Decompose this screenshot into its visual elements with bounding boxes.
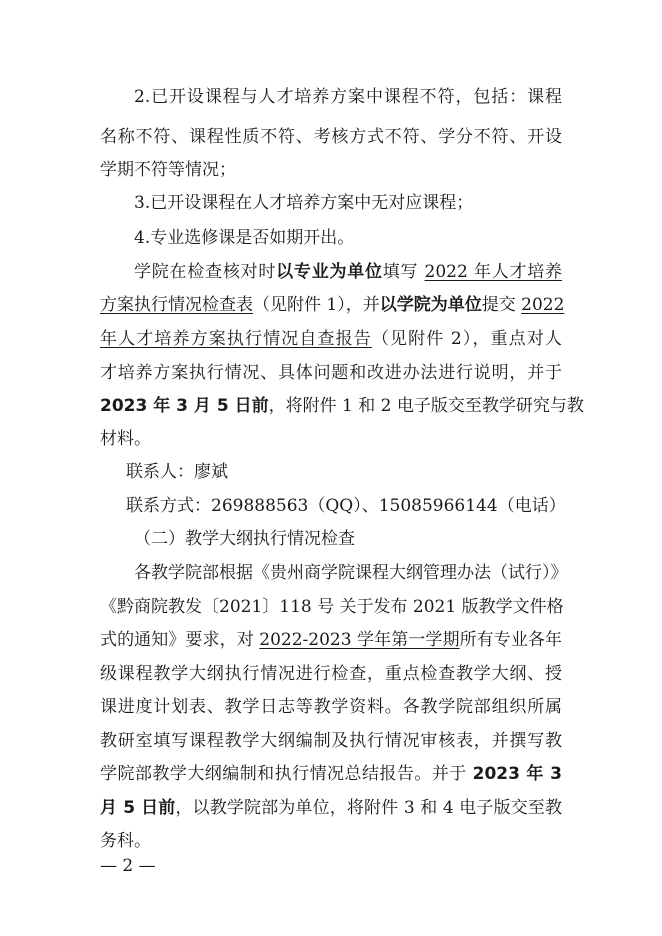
- item-2-line-1: 2.已开设课程与人才培养方案中课程不符，包括：课程: [134, 87, 562, 107]
- underlined-text: 方案执行情况检查表: [100, 295, 253, 315]
- underlined-text: 2022: [521, 295, 565, 315]
- section-2-heading: （二）教学大纲执行情况检查: [134, 529, 355, 549]
- underlined-text: 2022 年人才培养: [424, 262, 563, 282]
- para1-line-1: [134, 261, 562, 283]
- bold-text: 2023 年 3 月 5 日前: [100, 396, 269, 416]
- para1-line-3: [100, 328, 562, 350]
- page-number: — 2 —: [100, 856, 156, 876]
- section-2-line-4: 级课程教学大纲执行情况进行检查，重点检查教学大纲、授: [100, 664, 562, 684]
- item-3: 3.已开设课程在人才培养方案中无对应课程；: [134, 193, 474, 213]
- bold-text: 以专业为单位: [276, 262, 383, 282]
- section-2-line-2: 《黔商院教发〔2021〕118 号 关于发布 2021 版教学文件格: [100, 597, 564, 617]
- text: 所有专业各年: [459, 630, 563, 650]
- text: （见附件 2），重点对人: [371, 329, 562, 349]
- text: （见附件 1），并: [253, 295, 380, 315]
- section-2-line-8: [100, 797, 562, 819]
- contact-person: 联系人：廖斌: [126, 462, 228, 482]
- text: ，以教学院部为单位，将附件 3 和 4 电子版交至教: [175, 798, 563, 818]
- text: ，将附件 1 和 2 电子版交至教学研究与教: [268, 396, 584, 416]
- item-2-line-3: 学期不符等情况；: [100, 160, 236, 180]
- section-2-line-1: 各教学院部根据《贵州商学院课程大纲管理办法（试行）》: [134, 563, 568, 583]
- underlined-text: 年人才培养方案执行情况自查报告: [100, 329, 372, 349]
- bold-text: 2023 年 3: [472, 764, 563, 784]
- section-2-line-9: 务科。: [100, 831, 151, 851]
- bold-text: 月 5 日前: [100, 798, 176, 818]
- para1-line-4: 才培养方案执行情况、具体问题和改进办法进行说明，并于: [100, 363, 562, 383]
- text: 填写: [382, 262, 419, 282]
- section-2-line-6: 教研室填写课程教学大纲编制及执行情况审核表，并撰写教: [100, 731, 562, 751]
- bold-text: 以学院为单位: [379, 295, 482, 315]
- text: 提交: [481, 295, 516, 315]
- text: 学院在检查核对时: [134, 262, 277, 282]
- item-4: 4.专业选修课是否如期开出。: [134, 228, 355, 248]
- item-2-line-2: 名称不符、课程性质不符、考核方式不符、学分不符、开设: [100, 127, 562, 147]
- section-2-line-7: [100, 763, 562, 785]
- underlined-text: 2022-2023 学年第一学期: [259, 630, 460, 650]
- text: 式的通知》要求，对: [100, 630, 254, 650]
- para1-line-2: [100, 294, 565, 316]
- para1-line-5: [100, 395, 584, 417]
- text: 学院部教学大纲编制和执行情况总结报告。并于: [100, 764, 467, 784]
- section-2-line-3: [100, 629, 562, 651]
- para1-line-6: 材料。: [100, 429, 151, 449]
- section-2-line-5: 课进度计划表、教学日志等教学资料。各教学院部组织所属: [100, 697, 562, 717]
- contact-method: 联系方式：269888563（QQ）、15085966144（电话）: [126, 496, 566, 516]
